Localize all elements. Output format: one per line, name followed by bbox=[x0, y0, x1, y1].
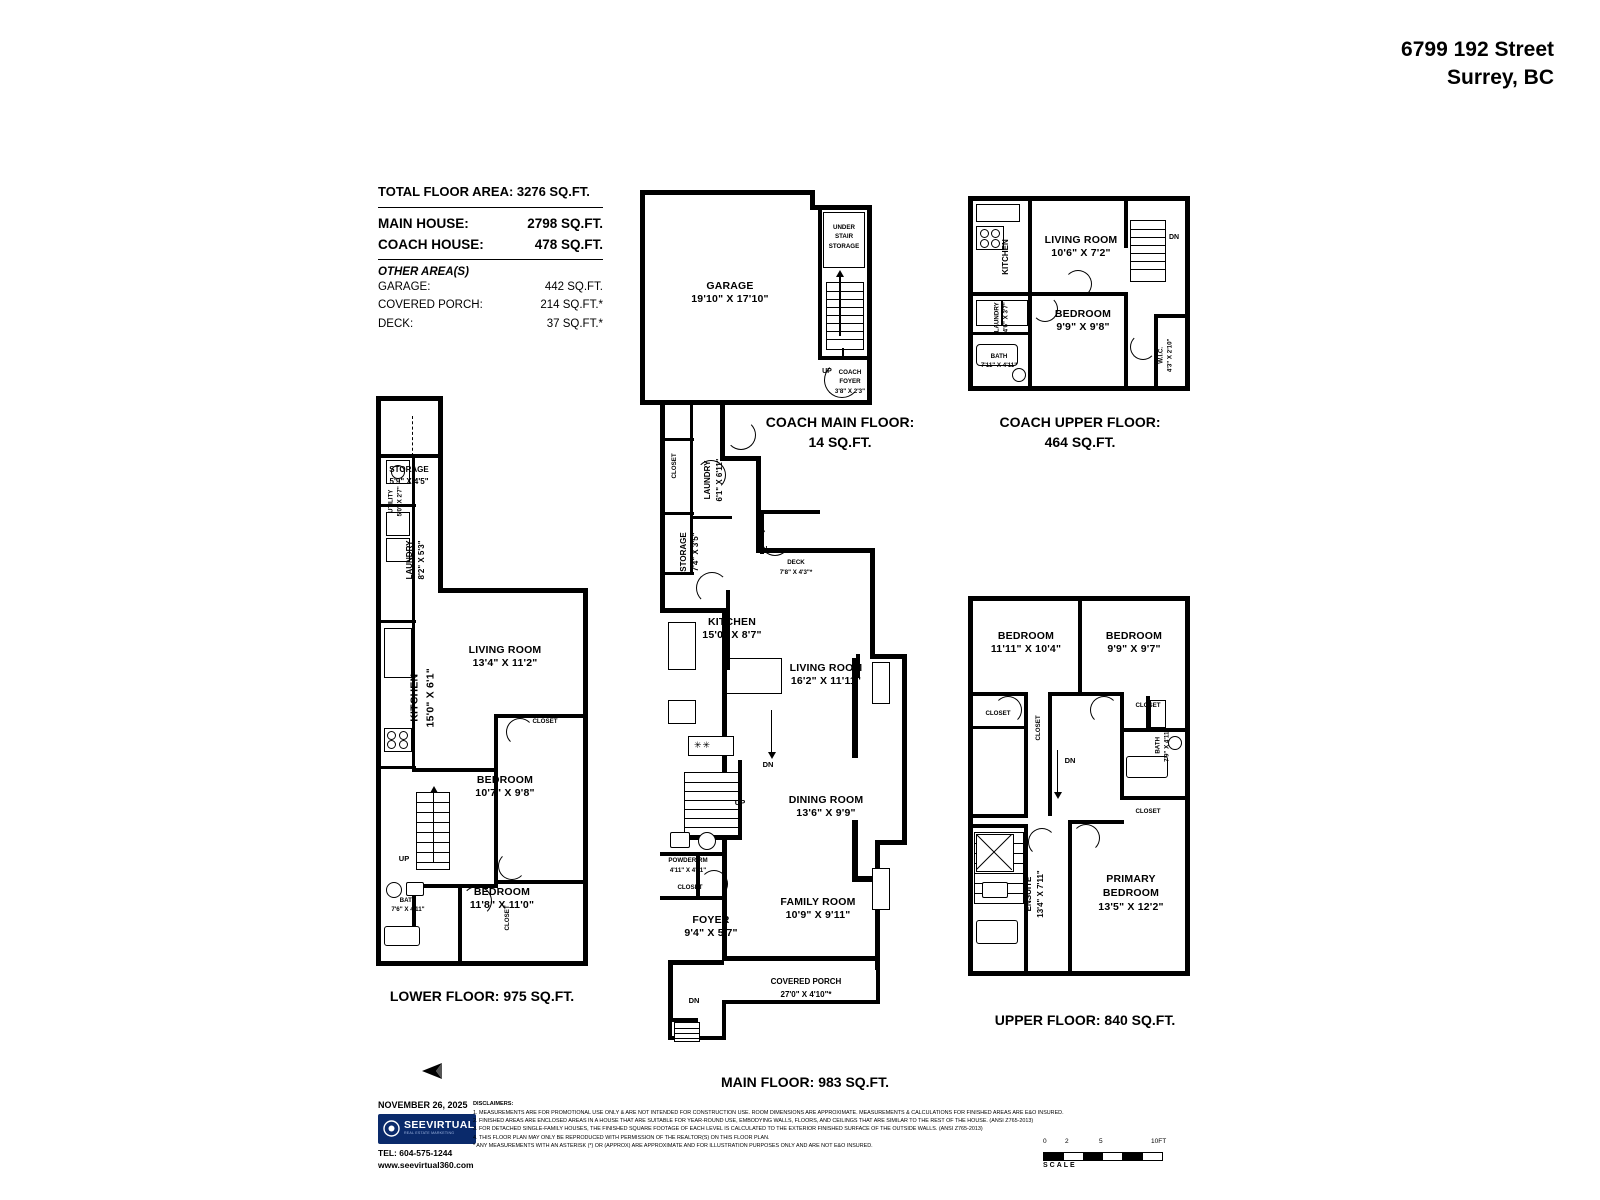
door-swing bbox=[1028, 828, 1056, 856]
disclaimers-title: DISCLAIMERS: bbox=[473, 1101, 514, 1107]
wall bbox=[1185, 196, 1190, 391]
lower-living-label: LIVING ROOM 13'4" X 11'2" bbox=[468, 644, 542, 670]
wall bbox=[760, 510, 820, 514]
disclaimer-line: 3. FOR DETACHED SINGLE-FAMILY HOUSES, THE FINISHED SQUARE FOOTAGE OF EACH LEVEL IS CALCULATED TO THE EXTERIOR FINISHED SURFACE OF THE OUTSIDE WALLS. (ANSI Z765-2013) bbox=[473, 1126, 983, 1133]
upper-floor-plan bbox=[968, 596, 1190, 976]
under-stair-storage-label: UNDER STAIR STORAGE bbox=[828, 224, 860, 250]
coach-bath-label: BATH 7'11" X 4'11" bbox=[980, 353, 1018, 370]
burner-icon bbox=[991, 229, 1000, 238]
coach-wic-label: W.I.C. 4'3" X 2'10" bbox=[1157, 338, 1174, 373]
scale-tick-1: 2 bbox=[1065, 1138, 1069, 1145]
upper-bedroom-2-label: BEDROOM 9'9" X 9'7" bbox=[1105, 630, 1163, 656]
main-storage-label: STORAGE 7'4" X 3'5" bbox=[679, 532, 700, 572]
burner-icon bbox=[399, 740, 408, 749]
lower-bedroom-2-label: BEDROOM 11'8" X 11'0" bbox=[469, 886, 535, 912]
main-dining-label: DINING ROOM 13'6" X 9'9" bbox=[788, 794, 864, 820]
up-label: UP bbox=[398, 854, 410, 863]
wall bbox=[660, 438, 694, 441]
logo-subtext: REAL ESTATE MARKETING bbox=[404, 1131, 455, 1135]
main-floor-plan bbox=[660, 400, 945, 1040]
main-kitchen-label: KITCHEN 15'0" X 8'7" bbox=[702, 616, 762, 642]
wall bbox=[1120, 692, 1124, 732]
wall bbox=[1024, 692, 1028, 726]
main-porch-label: COVERED PORCH 27'0" X 4'10"* bbox=[770, 977, 842, 999]
down-arrow-shaft bbox=[771, 710, 773, 756]
plan-date: NOVEMBER 26, 2025 bbox=[378, 1100, 468, 1110]
garage-value: 442 SQ.FT. bbox=[544, 280, 603, 293]
wall bbox=[640, 190, 815, 195]
wall bbox=[376, 620, 416, 623]
coach-upper-floor-caption: COACH UPPER FLOOR: 464 SQ.FT. bbox=[999, 414, 1161, 451]
bathtub-fixture bbox=[384, 926, 420, 946]
range-fixture bbox=[668, 700, 696, 724]
dn-label-3: DN bbox=[688, 996, 700, 1005]
wall bbox=[412, 768, 498, 772]
main-living-label: LIVING ROOM 16'2" X 11'11" bbox=[789, 662, 863, 688]
deck-value: 37 SQ.FT.* bbox=[546, 317, 603, 330]
wall bbox=[968, 971, 1190, 976]
lower-bedroom-1-label: BEDROOM 10'7" X 9'8" bbox=[475, 774, 535, 800]
wall bbox=[376, 766, 416, 769]
wall bbox=[818, 210, 822, 360]
sink-fixture bbox=[670, 832, 690, 848]
up-arrow-shaft bbox=[839, 276, 841, 336]
disclaimer-line: 4. THIS FLOOR PLAN MAY ONLY BE REPRODUCED WITH PERMISSION OF THE REALTOR(S) ON THIS FLOOR PLAN. bbox=[473, 1134, 770, 1141]
wall bbox=[968, 596, 973, 976]
dn-label-2: DN bbox=[762, 760, 774, 769]
porch-label: COVERED PORCH: bbox=[378, 299, 483, 312]
wall bbox=[583, 588, 588, 966]
scale-tick-2: 5 bbox=[1099, 1138, 1103, 1145]
upper-bath-label: BATH 7'9" X 4'11" bbox=[1154, 728, 1171, 762]
wall bbox=[1124, 292, 1128, 386]
lower-floor-caption: LOWER FLOOR: 975 SQ.FT. bbox=[389, 988, 575, 1004]
scale-bar-graphic bbox=[1043, 1152, 1163, 1161]
seevirtual-logo bbox=[378, 1114, 476, 1144]
shower-x-icon bbox=[976, 834, 1012, 870]
wall bbox=[1048, 692, 1124, 696]
wall bbox=[1154, 314, 1186, 318]
wall bbox=[376, 961, 588, 966]
door-swing bbox=[1072, 824, 1100, 852]
upper-closet-1-label: CLOSET bbox=[985, 710, 1011, 717]
wall bbox=[1068, 820, 1072, 972]
coach-kitchen-label: KITCHEN bbox=[1001, 239, 1010, 275]
porch-value: 214 SQ.FT.* bbox=[540, 299, 603, 312]
upper-ensuite-label: ENSUITE 13'4" X 7'11" bbox=[1024, 870, 1045, 918]
coach-living-label: LIVING ROOM 10'6" X 7'2" bbox=[1044, 234, 1118, 260]
down-arrow-shaft bbox=[1057, 750, 1059, 796]
wall bbox=[818, 356, 872, 360]
coach-upper-floor-plan bbox=[968, 196, 1190, 391]
lower-closet-label: CLOSET bbox=[532, 718, 558, 725]
coach-laundry-label: LAUNDRY 4'6" X 3'7" bbox=[993, 302, 1010, 333]
main-deck-label: DECK 7'8" X 4'3"* bbox=[779, 559, 813, 576]
wall bbox=[968, 292, 1032, 296]
garage-label: GARAGE: bbox=[378, 280, 431, 293]
coach-main-floor-plan bbox=[640, 190, 885, 405]
up-arrow-shaft bbox=[433, 792, 435, 862]
wall bbox=[1120, 796, 1186, 800]
wall bbox=[1124, 196, 1128, 248]
wall bbox=[876, 960, 880, 1004]
lower-bath-label: BATH 7'6" X 4'11" bbox=[391, 897, 425, 914]
property-city: Surrey, BC bbox=[1447, 65, 1554, 89]
wall bbox=[720, 456, 760, 461]
main-laundry-label: LAUNDRY 6'1" X 6'11" bbox=[703, 458, 724, 502]
main-family-label: FAMILY ROOM 10'9" X 9'11" bbox=[780, 896, 856, 922]
burner-icon bbox=[991, 239, 1000, 248]
wall bbox=[376, 396, 442, 401]
bathtub-fixture bbox=[976, 920, 1018, 944]
disclaimer-line: 1. MEASUREMENTS ARE FOR PROMOTIONAL USE ONLY & ARE NOT INTENDED FOR CONSTRUCTION USE. ROOM DIMENSIONS ARE APPROXIMATE. MEASUREMENTS & CALCULATIONS FOR FINISHED AREAS ARE E&O INSURED. bbox=[473, 1109, 1064, 1116]
burner-icon bbox=[387, 731, 396, 740]
dashed-divider bbox=[412, 416, 413, 456]
wall bbox=[968, 386, 1190, 391]
dn-label: DN bbox=[1064, 756, 1076, 765]
main-house-label: MAIN HOUSE: bbox=[378, 216, 469, 231]
deck-label: DECK: bbox=[378, 317, 414, 330]
wall bbox=[968, 814, 1028, 818]
area-legend bbox=[378, 184, 603, 333]
property-title bbox=[1401, 36, 1554, 91]
wall bbox=[1024, 722, 1028, 818]
lower-kitchen-label: KITCHEN 15'0" X 6'1" bbox=[408, 668, 436, 728]
upper-closet-3-label: CLOSET bbox=[1135, 808, 1161, 815]
wall bbox=[376, 454, 442, 458]
total-floor-area: TOTAL FLOOR AREA: 3276 SQ.FT. bbox=[378, 184, 590, 199]
stair-run bbox=[826, 282, 864, 350]
lower-laundry-label: LAUNDRY 8'2" X 5'3" bbox=[405, 540, 426, 580]
wall bbox=[660, 400, 665, 612]
burner-icon bbox=[980, 229, 989, 238]
garage-label: GARAGE 19'10" X 17'10" bbox=[691, 280, 769, 306]
down-arrow-icon bbox=[1054, 792, 1062, 799]
wall bbox=[660, 896, 700, 900]
disclaimer-line: * ANY MEASUREMENTS WITH AN ASTERISK (*) OR (APPROX) ARE APPROXIMATE AND FOR ILLUSTRATION PURPOSES ONLY AND ARE NOT E&O INSURED. bbox=[473, 1143, 873, 1150]
upper-closet-2-label: CLOSET bbox=[1135, 702, 1161, 709]
door-swing bbox=[1130, 334, 1156, 360]
upper-floor-caption: UPPER FLOOR: 840 SQ.FT. bbox=[994, 1012, 1176, 1028]
wall bbox=[1068, 820, 1124, 824]
compass-icon bbox=[418, 1056, 448, 1086]
stair-run bbox=[1130, 220, 1166, 282]
wall bbox=[968, 824, 1028, 828]
up-arrow-icon bbox=[430, 786, 438, 793]
wall bbox=[1048, 696, 1052, 816]
wall bbox=[660, 608, 726, 613]
contact-website[interactable]: www.seevirtual360.com bbox=[378, 1160, 474, 1170]
coach-house-label: COACH HOUSE: bbox=[378, 236, 484, 252]
porch-steps bbox=[674, 1022, 700, 1042]
wall bbox=[1028, 196, 1032, 296]
main-closet-label: CLOSET bbox=[671, 453, 679, 479]
wall bbox=[640, 190, 645, 405]
door-swing bbox=[726, 420, 756, 450]
sink-fixture bbox=[982, 882, 1008, 898]
burner-icon bbox=[387, 740, 396, 749]
main-powder-label: POWDER RM 4'11" X 4'11" bbox=[668, 857, 708, 874]
wall bbox=[494, 880, 588, 884]
coach-house-value: 478 SQ.FT. bbox=[534, 236, 603, 252]
door-swing bbox=[498, 852, 526, 880]
wall bbox=[438, 588, 588, 593]
dn-label-1: DN bbox=[756, 544, 768, 553]
other-areas-title: OTHER AREA(S) bbox=[378, 265, 469, 278]
main-foyer-closet-label: CLOSET bbox=[677, 884, 703, 891]
main-house-value: 2798 SQ.FT. bbox=[527, 216, 603, 231]
down-arrow-icon bbox=[768, 752, 776, 759]
burner-icon bbox=[980, 239, 989, 248]
scale-tick-0: 0 bbox=[1043, 1138, 1047, 1145]
up-label: UP bbox=[822, 368, 832, 375]
disclaimer-line: 2. FINISHED AREAS ARE ENCLOSED AREAS IN A HOUSE THAT ARE SUITABLE FOR YEAR-ROUND USE, EMBODYING WALLS, FLOORS, AND CEILINGS THAT ARE SIMILAR TO THE REST OF THE HOUSE. (ANSI Z765-2013) bbox=[473, 1118, 1034, 1125]
wall bbox=[668, 960, 673, 1022]
wall bbox=[902, 654, 907, 844]
counter-fixture bbox=[976, 204, 1020, 222]
door-swing bbox=[1064, 270, 1092, 298]
dn-label: DN bbox=[1168, 234, 1180, 241]
coach-bedroom-label: BEDROOM 9'9" X 9'8" bbox=[1054, 308, 1112, 334]
upper-primary-label: PRIMARY BEDROOM 13'5" X 12'2" bbox=[1098, 873, 1164, 914]
wall bbox=[668, 960, 724, 965]
scale-label: SCALE bbox=[1043, 1162, 1077, 1169]
upper-closet-4-label: CLOSET bbox=[1035, 715, 1043, 741]
wall bbox=[1078, 596, 1082, 696]
lower-floor-plan bbox=[376, 396, 591, 966]
logo-text: SEEVIRTUAL bbox=[404, 1119, 475, 1131]
wall bbox=[494, 714, 498, 744]
wall bbox=[1120, 732, 1124, 800]
main-floor-caption: MAIN FLOOR: 983 SQ.FT. bbox=[720, 1074, 889, 1090]
wall bbox=[870, 548, 875, 658]
wall bbox=[722, 956, 880, 961]
wall bbox=[968, 196, 1190, 201]
toilet-fixture bbox=[698, 832, 716, 850]
contact-phone: TEL: 604-575-1244 bbox=[378, 1148, 453, 1158]
wall bbox=[660, 512, 694, 515]
lower-utility-label: UTILITY 5'0" X 2'7" bbox=[387, 486, 404, 517]
door-swing bbox=[1090, 696, 1118, 724]
wall bbox=[968, 726, 1028, 729]
wall bbox=[438, 396, 443, 592]
up-label: UP bbox=[734, 798, 746, 807]
lower-storage-label: STORAGE 5'9" X 4'5" bbox=[389, 465, 429, 486]
wall bbox=[852, 820, 858, 880]
scale-tick-3: 10FT bbox=[1151, 1138, 1167, 1145]
wall bbox=[722, 1000, 726, 1040]
scale-bar bbox=[1043, 1138, 1243, 1169]
property-address: 6799 192 Street bbox=[1401, 38, 1554, 61]
logo-mark-icon bbox=[383, 1120, 400, 1137]
wall bbox=[870, 654, 906, 659]
upper-bedroom-1-label: BEDROOM 11'11" X 10'4" bbox=[990, 630, 1062, 656]
lower-closet-2-label: CLOSET bbox=[504, 905, 512, 931]
burners-icon: ✳✳ bbox=[694, 740, 712, 750]
main-foyer-label: FOYER 9'4" X 5'7" bbox=[684, 914, 738, 940]
wall bbox=[1185, 596, 1190, 976]
wall bbox=[690, 516, 732, 519]
wall bbox=[842, 348, 844, 360]
sink-fixture bbox=[406, 882, 424, 896]
wall bbox=[690, 400, 693, 440]
coach-main-floor-caption: COACH MAIN FLOOR: 14 SQ.FT. bbox=[765, 414, 915, 451]
wall bbox=[690, 440, 693, 514]
wall bbox=[968, 692, 1028, 696]
coach-foyer-label: COACH FOYER 3'8" X 2'3" bbox=[834, 369, 866, 395]
